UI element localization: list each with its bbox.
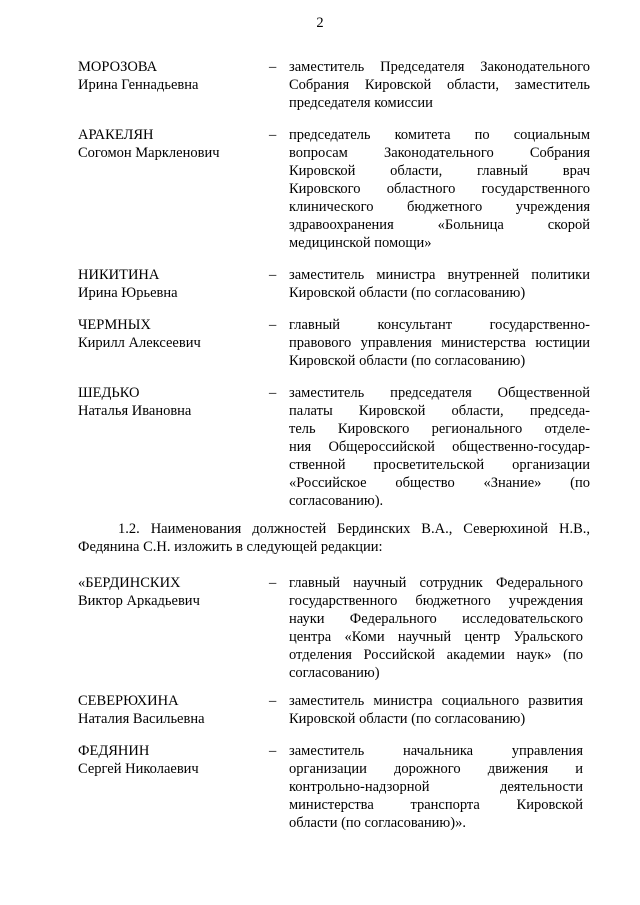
position-line: контрольно-надзорной деятельности (289, 779, 583, 795)
member-surname: ЧЕРМНЫХ (78, 317, 151, 333)
position-line: министерства транспорта Кировской (289, 797, 583, 813)
dash-separator: – (269, 385, 277, 401)
paragraph-line: Федянина С.Н. изложить в следующей редакции: (78, 539, 383, 555)
member-surname: СЕВЕРЮХИНА (78, 693, 179, 709)
position-line: председателя комиссии (289, 95, 433, 111)
paragraph-line: 1.2. Наименования должностей Бердинских В.А., Северюхиной Н.В., (118, 521, 590, 537)
position-line: тель Кировского регионального отделе- (289, 421, 590, 437)
position-line: Кировской области (по согласованию) (289, 285, 526, 301)
position-line: заместитель министра социального развития (289, 693, 583, 709)
member-given-names: Наталья Ивановна (78, 403, 192, 419)
position-line: организации дорожного движения и (289, 761, 583, 777)
member-surname: ШЕДЬКО (78, 385, 140, 401)
dash-separator: – (269, 693, 277, 709)
position-line: области (по согласованию)». (289, 815, 466, 831)
position-line: заместитель Председателя Законодательного (289, 59, 590, 75)
dash-separator: – (269, 127, 277, 143)
position-line: заместитель начальника управления (289, 743, 583, 759)
position-line: ния Общероссийской общественно-государ- (289, 439, 590, 455)
member-position (289, 266, 590, 302)
member-position (289, 384, 590, 510)
member-name (78, 384, 263, 420)
dash-separator: – (269, 317, 277, 333)
position-line: центра «Коми научный центр Уральского (289, 629, 583, 645)
member-surname: «БЕРДИНСКИХ (78, 575, 181, 591)
member-given-names: Кирилл Алексеевич (78, 335, 201, 351)
position-line: вопросам Законодательного Собрания (289, 145, 590, 161)
member-position (289, 692, 583, 728)
member-given-names: Ирина Геннадьевна (78, 77, 199, 93)
dash-separator: – (269, 575, 277, 591)
amendment-paragraph (78, 520, 590, 556)
position-line: науки Федерального исследовательского (289, 611, 583, 627)
member-name (78, 126, 263, 162)
member-name (78, 316, 263, 352)
dash-separator: – (269, 743, 277, 759)
member-name (78, 742, 263, 778)
page-number: 2 (316, 15, 324, 31)
position-line: «Российское общество «Знание» (по (289, 475, 590, 491)
member-position (289, 58, 590, 112)
member-position (289, 574, 583, 682)
position-line: ственной просветительской организации (289, 457, 590, 473)
member-given-names: Сергей Николаевич (78, 761, 199, 777)
member-name (78, 692, 263, 728)
position-line: главный консультант государственно- (289, 317, 590, 333)
position-line: согласованию). (289, 493, 384, 509)
member-name (78, 266, 263, 302)
position-line: медицинской помощи» (289, 235, 432, 251)
position-line: Кировской области (по согласованию) (289, 711, 526, 727)
position-line: Кировской области (по согласованию) (289, 353, 526, 369)
position-line: заместитель председателя Общественной (289, 385, 590, 401)
position-line: Кировского областного государственного (289, 181, 590, 197)
position-line: отделения Российской академии наук» (по (289, 647, 583, 663)
member-position (289, 742, 583, 832)
position-line: председатель комитета по социальным (289, 127, 590, 143)
member-name (78, 58, 263, 94)
member-given-names: Виктор Аркадьевич (78, 593, 200, 609)
member-given-names: Ирина Юрьевна (78, 285, 178, 301)
member-given-names: Наталия Васильевна (78, 711, 205, 727)
dash-separator: – (269, 59, 277, 75)
dash-separator: – (269, 267, 277, 283)
position-line: здравоохранения «Больница скорой (289, 217, 590, 233)
position-line: согласованию) (289, 665, 380, 681)
position-line: заместитель министра внутренней политики (289, 267, 590, 283)
position-line: Кировской области, главный врач (289, 163, 590, 179)
member-surname: МОРОЗОВА (78, 59, 158, 75)
member-position (289, 126, 590, 252)
position-line: государственного бюджетного учреждения (289, 593, 583, 609)
position-line: главный научный сотрудник Федерального (289, 575, 583, 591)
member-given-names: Согомон Маркленович (78, 145, 220, 161)
position-line: правового управления министерства юстиции (289, 335, 590, 351)
position-line: клинического бюджетного учреждения (289, 199, 590, 215)
member-name (78, 574, 263, 610)
member-position (289, 316, 590, 370)
position-line: палаты Кировской области, председа- (289, 403, 590, 419)
member-surname: АРАКЕЛЯН (78, 127, 154, 143)
member-surname: ФЕДЯНИН (78, 743, 150, 759)
position-line: Собрания Кировской области, заместитель (289, 77, 590, 93)
member-surname: НИКИТИНА (78, 267, 160, 283)
